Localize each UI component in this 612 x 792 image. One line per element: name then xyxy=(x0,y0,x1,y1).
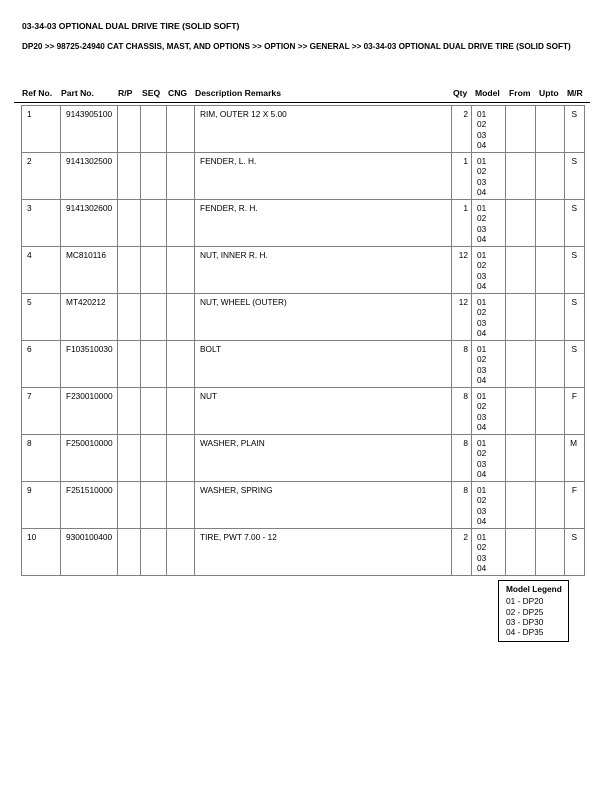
ref-no-cell: 2 xyxy=(22,153,61,200)
model-code: 02 xyxy=(477,401,487,412)
qty-cell: 1 xyxy=(452,153,472,200)
header-ref-no: Ref No. xyxy=(22,88,53,98)
part-no-cell: MC810116 xyxy=(61,247,118,294)
ref-no-cell: 9 xyxy=(22,482,61,529)
header-model: Model xyxy=(475,88,500,98)
description-cell: WASHER, PLAIN xyxy=(195,435,452,482)
qty-cell: 12 xyxy=(452,247,472,294)
description-cell: NUT, WHEEL (OUTER) xyxy=(195,294,452,341)
model-code: 02 xyxy=(477,119,487,130)
header-mr: M/R xyxy=(567,88,583,98)
upto-cell xyxy=(536,153,565,200)
header-divider xyxy=(14,102,590,103)
ref-no-cell: 10 xyxy=(22,529,61,576)
model-code: 01 xyxy=(477,485,487,495)
model-cell xyxy=(472,294,506,341)
model-code: 02 xyxy=(477,213,487,224)
description-cell: TIRE, PWT 7.00 - 12 xyxy=(195,529,452,576)
qty-cell: 8 xyxy=(452,388,472,435)
qty-cell: 8 xyxy=(452,482,472,529)
model-code: 04 xyxy=(477,421,487,432)
from-cell xyxy=(506,341,536,388)
from-cell xyxy=(506,388,536,435)
model-code: 02 xyxy=(477,448,487,459)
model-code: 03 xyxy=(477,458,487,469)
table-row xyxy=(22,153,585,200)
model-legend xyxy=(498,580,569,642)
model-code: 04 xyxy=(477,139,487,150)
rp-cell xyxy=(118,435,141,482)
model-code: 03 xyxy=(477,552,487,563)
part-no-cell: MT420212 xyxy=(61,294,118,341)
ref-no-cell: 8 xyxy=(22,435,61,482)
model-code: 03 xyxy=(477,270,487,281)
model-cell xyxy=(472,200,506,247)
description-cell: WASHER, SPRING xyxy=(195,482,452,529)
mr-cell: S xyxy=(565,106,585,153)
from-cell xyxy=(506,435,536,482)
parts-table xyxy=(21,105,585,576)
seq-cell xyxy=(141,247,167,294)
qty-cell: 2 xyxy=(452,106,472,153)
model-cell xyxy=(472,106,506,153)
rp-cell xyxy=(118,153,141,200)
seq-cell xyxy=(141,106,167,153)
page-title: 03-34-03 OPTIONAL DUAL DRIVE TIRE (SOLID SOFT) xyxy=(22,21,240,31)
seq-cell xyxy=(141,200,167,247)
model-cell xyxy=(472,341,506,388)
upto-cell xyxy=(536,247,565,294)
part-no-cell: F230010000 xyxy=(61,388,118,435)
header-seq: SEQ xyxy=(142,88,161,98)
seq-cell xyxy=(141,529,167,576)
seq-cell xyxy=(141,341,167,388)
model-code: 01 xyxy=(477,297,487,307)
seq-cell xyxy=(141,482,167,529)
table-header xyxy=(22,88,584,101)
model-cell xyxy=(472,435,506,482)
header-description: Description Remarks xyxy=(195,88,281,98)
cng-cell xyxy=(167,153,195,200)
qty-cell: 1 xyxy=(452,200,472,247)
ref-no-cell: 4 xyxy=(22,247,61,294)
model-code: 01 xyxy=(477,344,487,354)
model-cell xyxy=(472,153,506,200)
mr-cell: F xyxy=(565,482,585,529)
model-code: 02 xyxy=(477,495,487,506)
model-code: 02 xyxy=(477,166,487,177)
from-cell xyxy=(506,529,536,576)
part-no-cell: 9300100400 xyxy=(61,529,118,576)
part-no-cell: F251510000 xyxy=(61,482,118,529)
mr-cell: F xyxy=(565,388,585,435)
description-cell: NUT xyxy=(195,388,452,435)
seq-cell xyxy=(141,153,167,200)
mr-cell: S xyxy=(565,153,585,200)
cng-cell xyxy=(167,106,195,153)
part-no-cell: 9143905100 xyxy=(61,106,118,153)
part-no-cell: F250010000 xyxy=(61,435,118,482)
table-row xyxy=(22,482,585,529)
part-no-cell: 9141302600 xyxy=(61,200,118,247)
model-code: 03 xyxy=(477,223,487,234)
table-row xyxy=(22,294,585,341)
mr-cell: S xyxy=(565,247,585,294)
cng-cell xyxy=(167,529,195,576)
upto-cell xyxy=(536,294,565,341)
qty-cell: 12 xyxy=(452,294,472,341)
model-code: 01 xyxy=(477,532,487,542)
description-cell: RIM, OUTER 12 X 5.00 xyxy=(195,106,452,153)
model-code: 01 xyxy=(477,438,487,448)
ref-no-cell: 5 xyxy=(22,294,61,341)
description-cell: BOLT xyxy=(195,341,452,388)
mr-cell: S xyxy=(565,341,585,388)
model-code: 02 xyxy=(477,260,487,271)
cng-cell xyxy=(167,200,195,247)
rp-cell xyxy=(118,341,141,388)
from-cell xyxy=(506,106,536,153)
from-cell xyxy=(506,482,536,529)
cng-cell xyxy=(167,388,195,435)
from-cell xyxy=(506,153,536,200)
from-cell xyxy=(506,200,536,247)
model-code: 03 xyxy=(477,364,487,375)
model-legend-item: 01 - DP20 xyxy=(506,596,544,607)
mr-cell: S xyxy=(565,200,585,247)
model-code: 01 xyxy=(477,250,487,260)
model-code: 04 xyxy=(477,186,487,197)
qty-cell: 2 xyxy=(452,529,472,576)
description-cell: FENDER, R. H. xyxy=(195,200,452,247)
mr-cell: M xyxy=(565,435,585,482)
qty-cell: 8 xyxy=(452,435,472,482)
rp-cell xyxy=(118,294,141,341)
model-cell xyxy=(472,247,506,294)
ref-no-cell: 1 xyxy=(22,106,61,153)
header-cng: CNG xyxy=(168,88,188,98)
seq-cell xyxy=(141,388,167,435)
rp-cell xyxy=(118,247,141,294)
model-code: 04 xyxy=(477,515,487,526)
model-code: 03 xyxy=(477,317,487,328)
model-code: 04 xyxy=(477,233,487,244)
header-from: From xyxy=(509,88,531,98)
model-code: 04 xyxy=(477,374,487,385)
model-cell xyxy=(472,482,506,529)
upto-cell xyxy=(536,482,565,529)
model-code: 03 xyxy=(477,129,487,140)
cng-cell xyxy=(167,247,195,294)
breadcrumb: DP20 >> 98725-24940 CAT CHASSIS, MAST, AND OPTIONS >> OPTION >> GENERAL >> 03-34-03 OPTIONAL DUAL DRIVE TIRE (SOLID SOFT) xyxy=(22,42,571,51)
upto-cell xyxy=(536,529,565,576)
table-row xyxy=(22,529,585,576)
rp-cell xyxy=(118,529,141,576)
model-legend-item: 04 - DP35 xyxy=(506,627,544,638)
part-no-cell: F103510030 xyxy=(61,341,118,388)
model-code: 03 xyxy=(477,505,487,516)
table-row xyxy=(22,388,585,435)
model-code: 04 xyxy=(477,280,487,291)
model-code: 03 xyxy=(477,176,487,187)
table-row xyxy=(22,435,585,482)
model-code: 02 xyxy=(477,307,487,318)
parts-table-body xyxy=(22,106,585,576)
ref-no-cell: 6 xyxy=(22,341,61,388)
cng-cell xyxy=(167,294,195,341)
table-row xyxy=(22,247,585,294)
model-legend-item: 02 - DP25 xyxy=(506,606,544,617)
model-code: 01 xyxy=(477,156,487,166)
model-cell xyxy=(472,529,506,576)
upto-cell xyxy=(536,388,565,435)
model-cell xyxy=(472,388,506,435)
model-code: 02 xyxy=(477,542,487,553)
mr-cell: S xyxy=(565,529,585,576)
model-code: 04 xyxy=(477,468,487,479)
cng-cell xyxy=(167,341,195,388)
rp-cell xyxy=(118,106,141,153)
seq-cell xyxy=(141,294,167,341)
cng-cell xyxy=(167,435,195,482)
mr-cell: S xyxy=(565,294,585,341)
header-part-no: Part No. xyxy=(61,88,94,98)
table-row xyxy=(22,341,585,388)
model-legend-title: Model Legend xyxy=(506,584,562,594)
model-code: 01 xyxy=(477,203,487,213)
model-code: 01 xyxy=(477,391,487,401)
from-cell xyxy=(506,247,536,294)
upto-cell xyxy=(536,435,565,482)
description-cell: NUT, INNER R. H. xyxy=(195,247,452,294)
qty-cell: 8 xyxy=(452,341,472,388)
model-code: 01 xyxy=(477,109,487,119)
from-cell xyxy=(506,294,536,341)
model-code: 02 xyxy=(477,354,487,365)
model-legend-item: 03 - DP30 xyxy=(506,616,544,627)
header-upto: Upto xyxy=(539,88,559,98)
cng-cell xyxy=(167,482,195,529)
ref-no-cell: 7 xyxy=(22,388,61,435)
part-no-cell: 9141302500 xyxy=(61,153,118,200)
table-row xyxy=(22,106,585,153)
model-code: 03 xyxy=(477,411,487,422)
header-qty: Qty xyxy=(453,88,468,98)
description-cell: FENDER, L. H. xyxy=(195,153,452,200)
rp-cell xyxy=(118,482,141,529)
header-rp: R/P xyxy=(118,88,133,98)
upto-cell xyxy=(536,106,565,153)
model-code: 04 xyxy=(477,327,487,338)
upto-cell xyxy=(536,341,565,388)
table-row xyxy=(22,200,585,247)
upto-cell xyxy=(536,200,565,247)
model-code: 04 xyxy=(477,562,487,573)
rp-cell xyxy=(118,200,141,247)
seq-cell xyxy=(141,435,167,482)
ref-no-cell: 3 xyxy=(22,200,61,247)
rp-cell xyxy=(118,388,141,435)
